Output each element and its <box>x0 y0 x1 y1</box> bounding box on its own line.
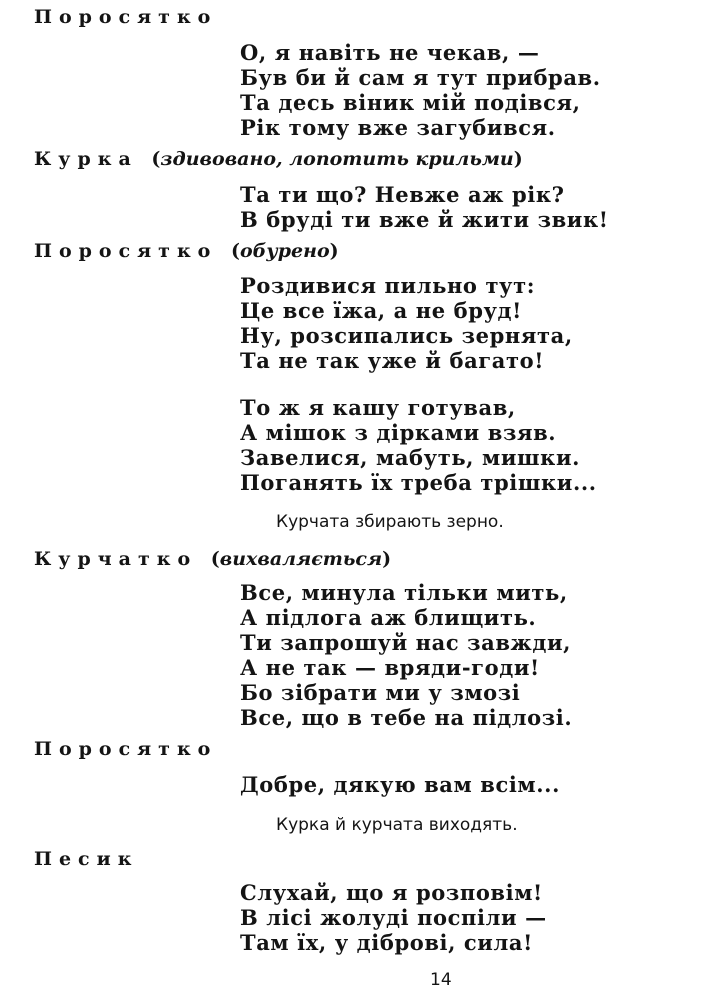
verse-line: А підлога аж блищить. <box>240 605 537 630</box>
speaker-name: Песик <box>34 848 139 870</box>
speaker-porosiatko: Поросятко (обурено) <box>34 240 339 262</box>
verse-line: Ти запрошуй нас завжди, <box>240 630 572 655</box>
verse-line: Та не так уже й багато! <box>240 348 545 373</box>
verse-line: Рік тому вже загубився. <box>240 115 556 140</box>
speaker-name: Поросятко <box>34 738 218 760</box>
verse-line: О, я навіть не чекав, — <box>240 40 540 65</box>
verse-line: Слухай, що я розповім! <box>240 880 543 905</box>
verse-line: В лісі жолуді поспіли — <box>240 905 547 930</box>
verse-line: Завелися, мабуть, мишки. <box>240 445 581 470</box>
verse-line: В бруді ти вже й жити звик! <box>240 207 609 232</box>
verse-line: Все, минула тільки мить, <box>240 580 568 605</box>
verse-line: Та десь віник мій подівся, <box>240 90 581 115</box>
verse-line: Роздивися пильно тут: <box>240 273 536 298</box>
speaker-kurchatko: Курчатко (вихваляється) <box>34 548 392 570</box>
speaker-kurka: Курка (здивовано, лопотить крильми) <box>34 148 523 170</box>
stage-direction: здивовано, лопотить крильми <box>160 148 514 170</box>
stage-note: Курка й курчата виходять. <box>276 815 518 835</box>
verse-line: Бо зібрати ми у змозі <box>240 680 521 705</box>
stage-direction: вихваляється <box>219 548 383 570</box>
speaker-pesyk <box>34 848 138 870</box>
verse-line: Та ти що? Невже аж рік? <box>240 182 565 207</box>
page-number: 14 <box>430 970 452 990</box>
stage-direction: обурено <box>239 240 330 262</box>
speaker-porosiatko <box>34 6 217 28</box>
verse-line: То ж я кашу готував, <box>240 395 516 420</box>
stage-note: Курчата збирають зерно. <box>276 512 504 532</box>
verse-line: Був би й сам я тут прибрав. <box>240 65 601 90</box>
verse-line: Добре, дякую вам всім... <box>240 772 560 797</box>
verse-line: Там їх, у діброві, сила! <box>240 930 533 955</box>
verse-line: Це все їжа, а не бруд! <box>240 298 522 323</box>
verse-line: А не так — вряди-годи! <box>240 655 540 680</box>
verse-line: Ну, розсипались зернята, <box>240 323 573 348</box>
speaker-name: Курка <box>34 148 138 170</box>
verse-line: Все, що в тебе на підлозі. <box>240 705 573 730</box>
speaker-porosiatko <box>34 738 217 760</box>
speaker-name: Поросятко <box>34 240 218 262</box>
speaker-name: Курчатко <box>34 548 198 570</box>
speaker-name: Поросятко <box>34 6 218 28</box>
verse-line: А мішок з дірками взяв. <box>240 420 557 445</box>
verse-line: Поганять їх треба трішки... <box>240 470 597 495</box>
